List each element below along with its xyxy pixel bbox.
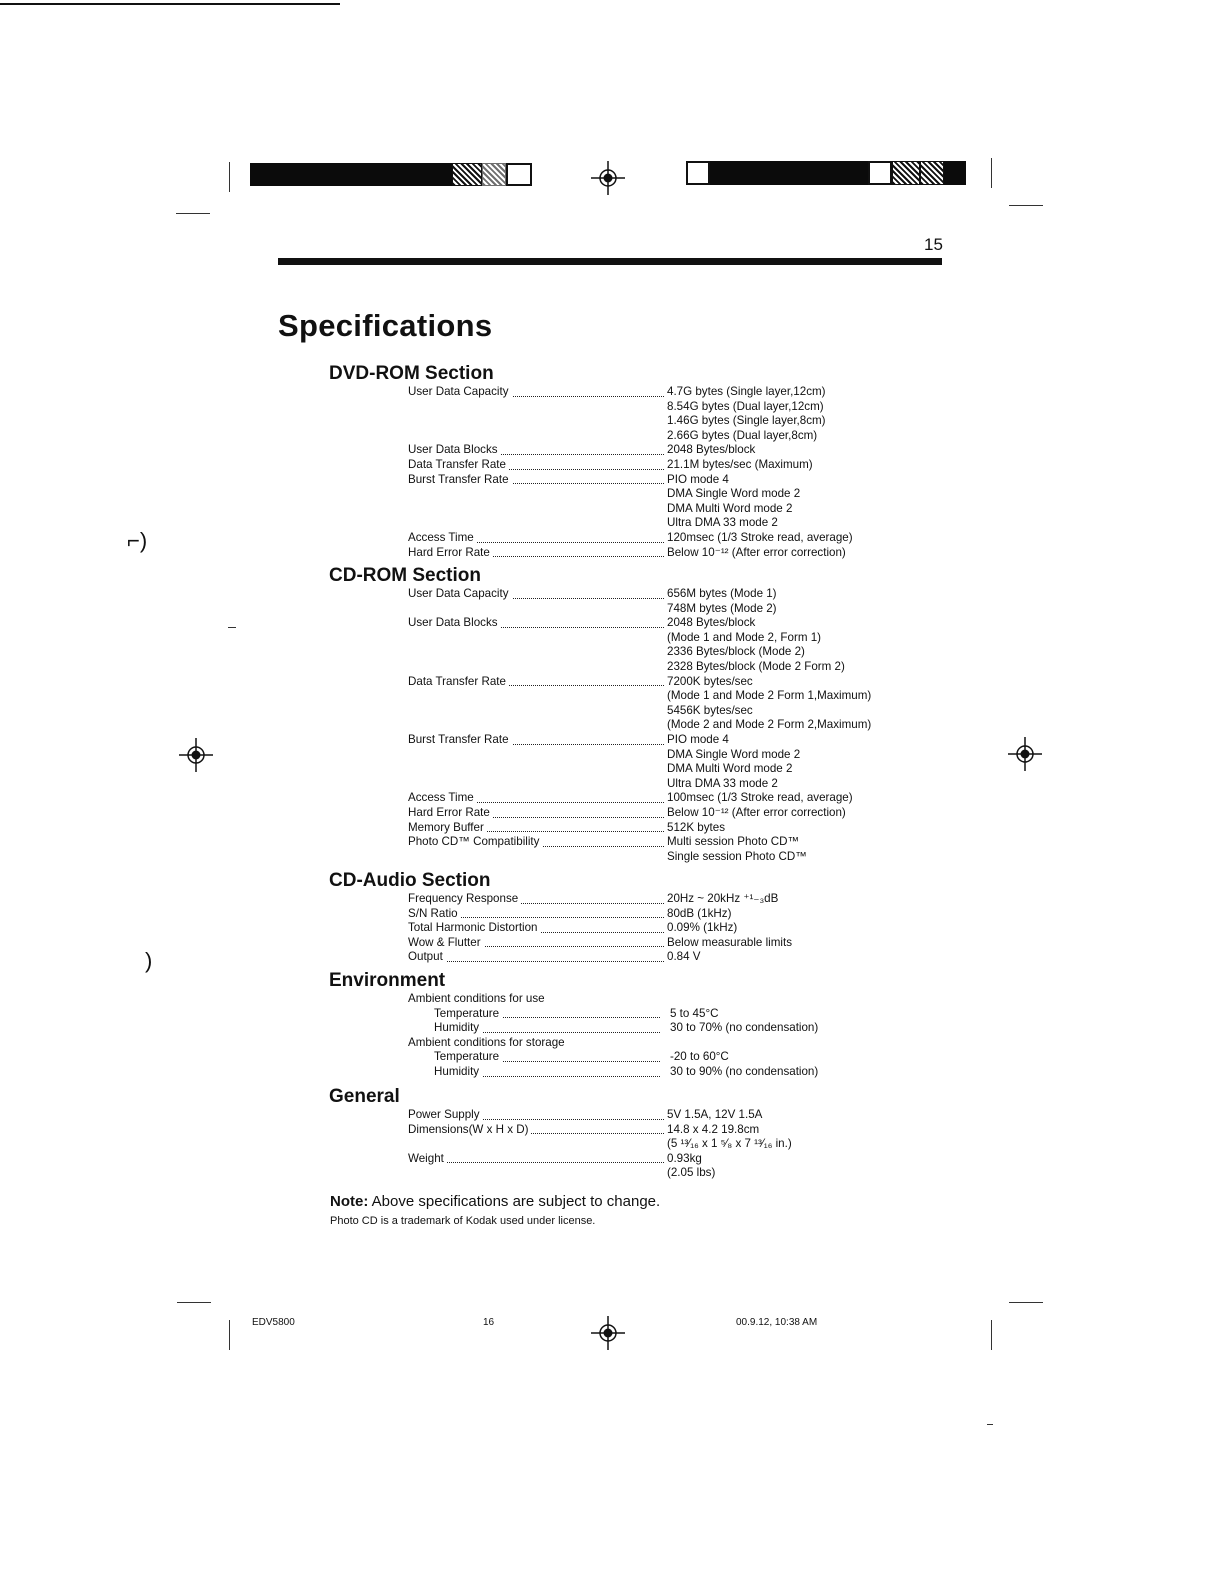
spec-row (329, 1123, 929, 1138)
spec-list (329, 1007, 929, 1036)
spec-value: 2336 Bytes/block (Mode 2) (667, 645, 805, 659)
spec-list (329, 1050, 929, 1079)
spec-value: 2048 Bytes/block (667, 443, 756, 457)
spec-label (408, 791, 664, 806)
spec-label (408, 458, 664, 473)
spec-row (329, 907, 929, 922)
registration-mark-icon (591, 161, 625, 195)
crop-mark-icon (229, 1320, 230, 1350)
color-bar-icon (506, 163, 532, 186)
spec-row (329, 748, 929, 763)
cd-rom-section (329, 565, 929, 864)
spec-label (408, 473, 664, 488)
registration-mark-icon (1008, 737, 1042, 771)
spec-row (329, 400, 929, 415)
spec-row (329, 616, 929, 631)
spec-label-text: Burst Transfer Rate (408, 473, 512, 486)
subheading-row (329, 992, 929, 1007)
spec-label (408, 1123, 664, 1138)
spec-value: 2.66G bytes (Dual layer,8cm) (667, 428, 818, 442)
footer-datetime: 00.9.12, 10:38 AM (736, 1317, 818, 1328)
spec-label-text: Weight (408, 1152, 447, 1165)
color-bar-icon (868, 161, 892, 185)
spec-row (329, 689, 929, 704)
crop-mark-icon (987, 1424, 993, 1425)
spec-row (329, 429, 929, 444)
spec-label (408, 907, 664, 922)
color-bar-icon (686, 161, 710, 185)
section-heading: General (329, 1086, 400, 1107)
spec-value: 80dB (1kHz) (667, 906, 732, 920)
spec-row (329, 777, 929, 792)
spec-row (329, 675, 929, 690)
spec-value: (Mode 1 and Mode 2 Form 1,Maximum) (667, 689, 872, 703)
spec-label-text: Total Harmonic Distortion (408, 921, 541, 934)
spec-label-text: User Data Capacity (408, 385, 512, 398)
spec-value: (5 ¹³⁄₁₆ x 1 ⁵⁄₈ x 7 ¹³⁄₁₆ in.) (667, 1137, 792, 1151)
spec-row (329, 733, 929, 748)
spec-value: 8.54G bytes (Dual layer,12cm) (667, 399, 824, 413)
spec-value: PIO mode 4 (667, 472, 729, 486)
spec-label (408, 385, 664, 400)
spec-label-text: User Data Blocks (408, 443, 501, 456)
spec-row (329, 458, 929, 473)
spec-row (329, 645, 929, 660)
spec-value: 30 to 70% (no condensation) (670, 1021, 819, 1035)
spec-label-text: Dimensions(W x H x D) (408, 1123, 531, 1136)
note (330, 1193, 660, 1210)
spec-row (329, 921, 929, 936)
spec-label-text: Humidity (434, 1065, 482, 1078)
note-label: Note: (330, 1193, 369, 1210)
section-heading: DVD-ROM Section (329, 363, 494, 384)
spec-label (408, 806, 664, 821)
spec-row (329, 936, 929, 951)
spec-row (329, 892, 929, 907)
trademark-notice: Photo CD is a trademark of Kodak used under license. (330, 1215, 596, 1227)
registration-mark-icon (591, 1316, 625, 1350)
spec-value: 4.7G bytes (Single layer,12cm) (667, 385, 826, 398)
footer-model: EDV5800 (252, 1317, 295, 1328)
spec-label-text: Data Transfer Rate (408, 458, 509, 471)
spec-label (408, 733, 664, 748)
spec-label-text: Wow & Flutter (408, 936, 484, 949)
spec-value: 120msec (1/3 Stroke read, average) (667, 530, 853, 544)
dvd-rom-section (329, 363, 929, 560)
spec-label (408, 892, 664, 907)
spec-value: Multi session Photo CD™ (667, 835, 800, 849)
spec-row (329, 531, 929, 546)
spec-label-text: Output (408, 950, 446, 963)
spec-value: 0.93kg (667, 1151, 702, 1165)
spec-label-text: Temperature (434, 1050, 502, 1063)
spec-value: (Mode 1 and Mode 2, Form 1) (667, 630, 822, 644)
binding-hole-mark-icon: ⌐) (127, 528, 148, 553)
subheading: Ambient conditions for storage (408, 1035, 565, 1049)
spec-row (329, 1137, 929, 1152)
spec-row (329, 602, 929, 617)
spec-row (329, 1021, 929, 1036)
spec-label-text: Access Time (408, 791, 477, 804)
spec-label (408, 936, 664, 951)
spec-row (329, 850, 929, 865)
color-bar-icon (482, 163, 506, 186)
cd-audio-section (329, 870, 929, 965)
crop-mark-icon (229, 162, 230, 192)
spec-value: PIO mode 4 (667, 732, 729, 746)
spec-row (329, 821, 929, 836)
crop-mark-icon (991, 1320, 992, 1350)
spec-label (408, 835, 664, 850)
spec-value: DMA Single Word mode 2 (667, 747, 801, 761)
page-title: Specifications (278, 308, 493, 343)
spec-list (329, 587, 929, 864)
spec-label-text: Power Supply (408, 1108, 483, 1121)
spec-row (329, 791, 929, 806)
spec-value: -20 to 60°C (670, 1050, 729, 1064)
crop-mark-icon (228, 627, 236, 628)
color-bar-icon (452, 163, 482, 186)
spec-label (434, 1021, 660, 1036)
color-bar-icon (892, 161, 920, 185)
color-bar-icon (710, 161, 868, 185)
spec-row (329, 660, 929, 675)
registration-mark-icon (179, 738, 213, 772)
spec-row (329, 704, 929, 719)
spec-row (329, 1108, 929, 1123)
spec-value: 5V 1.5A, 12V 1.5A (667, 1108, 763, 1121)
spec-value: Below 10⁻¹² (After error correction) (667, 545, 846, 559)
spec-label-text: Data Transfer Rate (408, 675, 509, 688)
spec-value: 0.09% (1kHz) (667, 921, 738, 935)
spec-row (329, 473, 929, 488)
spec-label (408, 1152, 664, 1167)
spec-value: Single session Photo CD™ (667, 849, 807, 863)
spec-value: 7200K bytes/sec (667, 674, 753, 688)
spec-label (408, 1108, 664, 1123)
note-text: Above specifications are subject to change. (368, 1193, 661, 1210)
spec-value: 656M bytes (Mode 1) (667, 587, 777, 600)
spec-label-text: Temperature (434, 1007, 502, 1020)
crop-mark-icon (1009, 205, 1043, 206)
crop-mark-icon (176, 213, 210, 214)
spec-value: 2328 Bytes/block (Mode 2 Form 2) (667, 659, 845, 673)
spec-value: 5456K bytes/sec (667, 703, 753, 717)
spec-label (408, 443, 664, 458)
spec-row (329, 950, 929, 965)
spec-row (329, 718, 929, 733)
spec-value: 30 to 90% (no condensation) (670, 1064, 819, 1078)
spec-value: (2.05 lbs) (667, 1166, 716, 1180)
spec-row (329, 502, 929, 517)
spec-value: 1.46G bytes (Single layer,8cm) (667, 414, 826, 428)
spec-label-text: Memory Buffer (408, 821, 487, 834)
spec-row (329, 762, 929, 777)
general-section (329, 1086, 929, 1181)
spec-label-text: Photo CD™ Compatibility (408, 835, 542, 848)
spec-value: 2048 Bytes/block (667, 616, 756, 630)
spec-value: 5 to 45°C (670, 1006, 719, 1020)
spec-value: Below 10⁻¹² (After error correction) (667, 805, 846, 819)
spec-label-text: Access Time (408, 531, 477, 544)
spec-list (329, 892, 929, 965)
color-bar-icon (944, 161, 966, 185)
spec-label-text: Hard Error Rate (408, 806, 493, 819)
crop-mark-icon (991, 158, 992, 188)
spec-label-text: Humidity (434, 1021, 482, 1034)
spec-value: 748M bytes (Mode 2) (667, 601, 777, 615)
spec-value: 20Hz ~ 20kHz ⁺¹₋₃dB (667, 892, 779, 905)
spec-label-text: User Data Capacity (408, 587, 512, 600)
binding-hole-mark-icon: ) (145, 948, 153, 973)
section-heading: CD-ROM Section (329, 565, 481, 586)
spec-label (408, 950, 664, 965)
spec-row (329, 487, 929, 502)
spec-label (408, 616, 664, 631)
page-number: 15 (924, 235, 943, 254)
spec-row (329, 631, 929, 646)
spec-value: 512K bytes (667, 820, 726, 834)
spec-row (329, 385, 929, 400)
subheading-row (329, 1036, 929, 1051)
spec-value: 21.1M bytes/sec (Maximum) (667, 457, 813, 471)
spec-label (408, 675, 664, 690)
crop-mark-icon (177, 1302, 211, 1303)
section-heading: CD-Audio Section (329, 870, 491, 891)
spec-value: 100msec (1/3 Stroke read, average) (667, 791, 853, 805)
spec-label (434, 1007, 660, 1022)
spec-label (434, 1065, 660, 1080)
spec-label-text: User Data Blocks (408, 616, 501, 629)
spec-value: Below measurable limits (667, 935, 793, 949)
spec-row (329, 516, 929, 531)
spec-row (329, 1065, 929, 1080)
top-edge-rule (0, 3, 340, 5)
footer-page: 16 (483, 1317, 495, 1328)
spec-value: DMA Multi Word mode 2 (667, 762, 793, 776)
header-rule (278, 258, 942, 265)
spec-value: 14.8 x 4.2 19.8cm (667, 1122, 760, 1136)
subheading: Ambient conditions for use (408, 992, 545, 1005)
spec-row (329, 587, 929, 602)
spec-row (329, 414, 929, 429)
spec-label (434, 1050, 660, 1065)
spec-label (408, 587, 664, 602)
spec-row (329, 1166, 929, 1181)
spec-row (329, 1007, 929, 1022)
spec-row (329, 546, 929, 561)
spec-value: Ultra DMA 33 mode 2 (667, 776, 778, 790)
spec-label (408, 531, 664, 546)
spec-list (329, 1108, 929, 1181)
spec-row (329, 806, 929, 821)
spec-row (329, 1152, 929, 1167)
spec-row (329, 835, 929, 850)
spec-row (329, 443, 929, 458)
spec-list (329, 385, 929, 560)
color-bar-icon (250, 163, 452, 186)
spec-label-text: Frequency Response (408, 892, 521, 905)
color-bar-icon (920, 161, 944, 185)
crop-mark-icon (1009, 1302, 1043, 1303)
spec-value: 0.84 V (667, 950, 701, 964)
spec-label-text: Burst Transfer Rate (408, 733, 512, 746)
spec-label (408, 821, 664, 836)
spec-row (329, 1050, 929, 1065)
spec-value: DMA Multi Word mode 2 (667, 501, 793, 515)
section-heading: Environment (329, 970, 446, 991)
spec-label (408, 546, 664, 561)
spec-label-text: S/N Ratio (408, 907, 461, 920)
spec-value: (Mode 2 and Mode 2 Form 2,Maximum) (667, 718, 872, 732)
environment-section (329, 970, 929, 1080)
spec-label (408, 921, 664, 936)
spec-value: Ultra DMA 33 mode 2 (667, 516, 778, 530)
spec-label-text: Hard Error Rate (408, 546, 493, 559)
spec-value: DMA Single Word mode 2 (667, 487, 801, 501)
